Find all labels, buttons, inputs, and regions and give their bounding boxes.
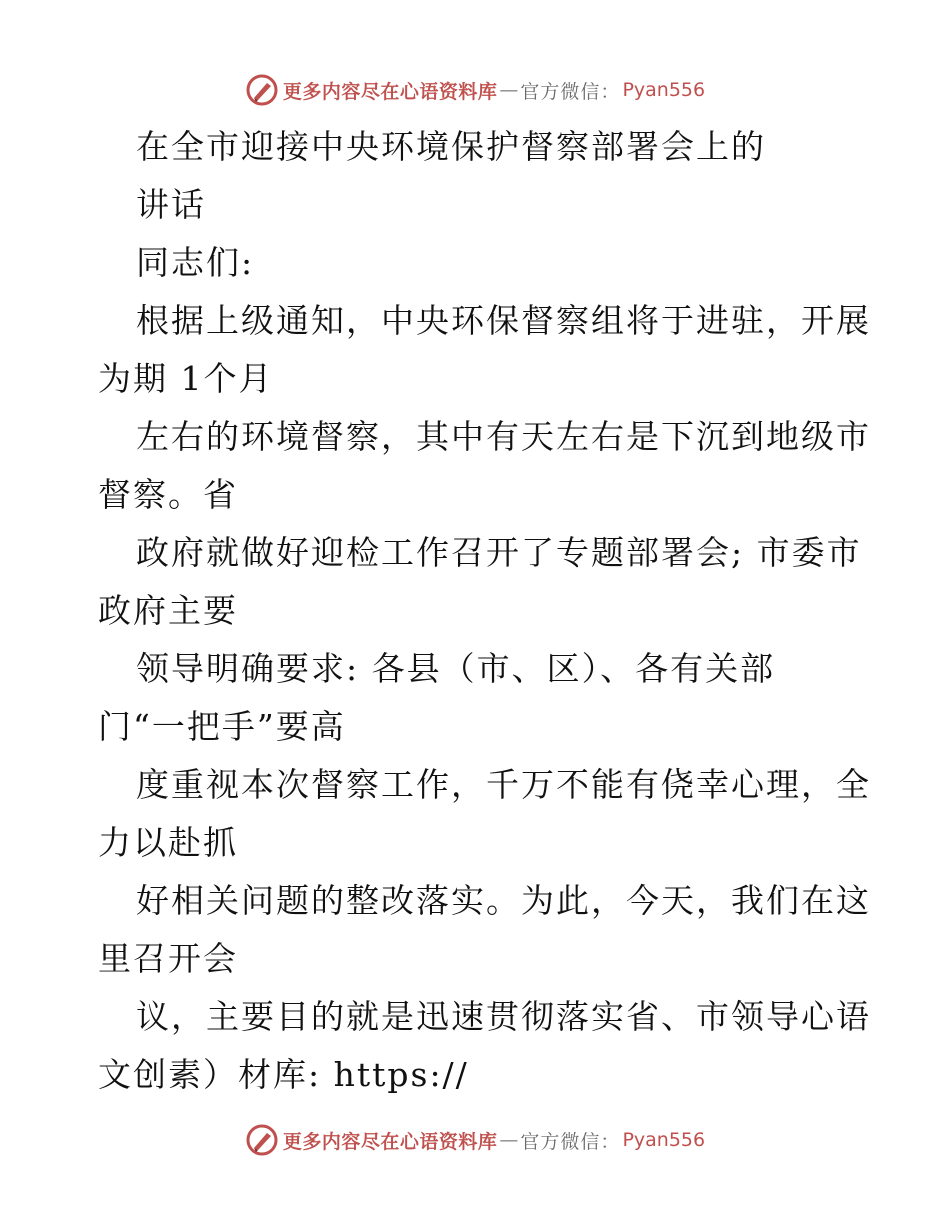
document-body [98, 118, 871, 1104]
watermark-official-label: 官方微信： [520, 1130, 621, 1153]
text-line: 力以赴抓 [98, 823, 238, 862]
watermark-text: 更多内容尽在心语资料库 [282, 80, 498, 103]
watermark-text: 更多内容尽在心语资料库 [282, 1130, 498, 1153]
text-line: 讲话 [136, 185, 206, 224]
text-line: 根据上级通知，中央环保督察组将于进驻，开展 [136, 301, 871, 340]
text-line: 文创素）材库: https:// [98, 1055, 469, 1094]
pen-logo-icon [245, 1123, 279, 1157]
pen-logo-icon [245, 73, 279, 107]
watermark-wechat-id: Pyan556 [622, 1129, 706, 1151]
text-line: 督察。省 [98, 475, 238, 514]
text-line: 度重视本次督察工作，千万不能有侥幸心理，全 [136, 765, 871, 804]
header-watermark [0, 70, 950, 110]
text-line: 好相关问题的整改落实。为此，今天，我们在这 [136, 881, 871, 920]
watermark-dash: — [499, 1129, 519, 1151]
text-line: 为期 1个月 [98, 359, 274, 398]
watermark-official-label: 官方微信： [520, 80, 621, 103]
watermark-dash: — [499, 79, 519, 101]
footer-watermark [0, 1120, 950, 1160]
watermark-wechat-id: Pyan556 [622, 79, 706, 101]
text-line: 政府主要 [98, 591, 238, 630]
text-line: 政府就做好迎检工作召开了专题部署会; 市委市 [136, 533, 862, 572]
text-line: 左右的环境督察，其中有天左右是下沉到地级市 [136, 417, 871, 456]
text-line: 门“一把手”要高 [98, 707, 346, 746]
text-line: 同志们: [136, 243, 255, 282]
text-line: 里召开会 [98, 939, 238, 978]
text-line: 在全市迎接中央环境保护督察部署会上的 [136, 127, 766, 166]
text-line: 领导明确要求: 各县（市、区）、各有关部 [136, 649, 776, 688]
text-line: 议，主要目的就是迅速贯彻落实省、市领导心语 [136, 997, 871, 1036]
